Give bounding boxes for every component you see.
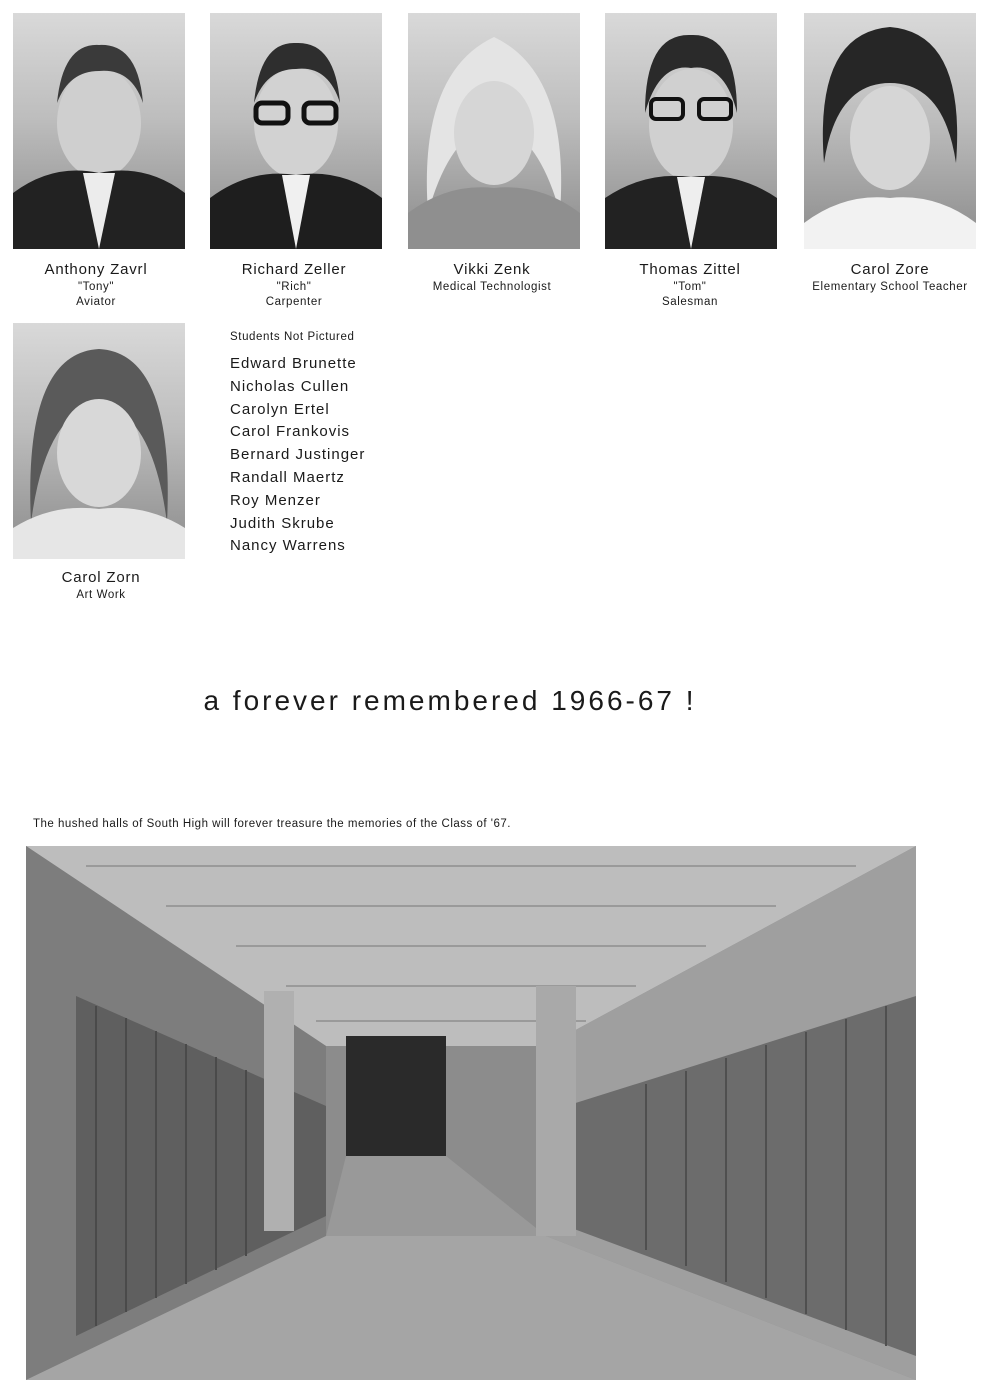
students-not-pictured xyxy=(230,331,365,558)
student-caption xyxy=(1,568,201,603)
list-item: Edward Brunette xyxy=(230,355,357,372)
hallway-photo xyxy=(26,846,916,1380)
class-motto: a forever remembered 1966-67 ! xyxy=(203,685,697,716)
student-career: Medical Technologist xyxy=(432,281,552,293)
portrait-photo xyxy=(13,323,185,559)
student-name: Anthony Zavrl xyxy=(44,261,148,278)
list-item: Nicholas Cullen xyxy=(230,377,350,395)
student-career: Art Work xyxy=(76,589,126,601)
portrait-photo xyxy=(13,13,185,249)
student-name: Carol Zore xyxy=(850,261,930,278)
portrait-photo xyxy=(605,13,777,249)
student-caption xyxy=(0,260,196,310)
student-name: Carol Zorn xyxy=(61,569,141,586)
portrait-photo xyxy=(210,13,382,249)
student-career: Aviator xyxy=(76,296,116,308)
student-name: Richard Zeller xyxy=(241,261,347,278)
student-career: Salesman xyxy=(662,296,718,308)
student-caption xyxy=(194,260,394,310)
list-item: Nancy Warrens xyxy=(230,537,346,555)
list-item: Bernard Justinger xyxy=(230,446,366,464)
student-career: Carpenter xyxy=(265,296,323,308)
student-career: Elementary School Teacher xyxy=(812,281,968,293)
student-caption xyxy=(788,260,992,295)
list-item: Carol Frankovis xyxy=(230,423,351,441)
not-pictured-heading: Students Not Pictured xyxy=(230,331,355,343)
portrait-photo xyxy=(804,13,976,249)
list-item: Randall Maertz xyxy=(230,468,345,486)
list-item: Carolyn Ertel xyxy=(230,400,330,418)
student-caption xyxy=(590,260,790,310)
portrait-photo xyxy=(408,13,580,249)
student-nickname: "Tom" xyxy=(673,281,707,293)
photo-caption: The hushed halls of South High will forever treasure the memories of the Class of '67. xyxy=(33,818,511,830)
student-name: Thomas Zittel xyxy=(639,261,741,278)
list-item: Judith Skrube xyxy=(230,514,335,532)
student-nickname: "Rich" xyxy=(276,281,312,293)
student-name: Vikki Zenk xyxy=(453,261,531,278)
student-nickname: "Tony" xyxy=(77,281,115,293)
not-pictured-list xyxy=(230,353,365,558)
list-item: Roy Menzer xyxy=(230,491,321,509)
student-caption xyxy=(392,260,592,295)
